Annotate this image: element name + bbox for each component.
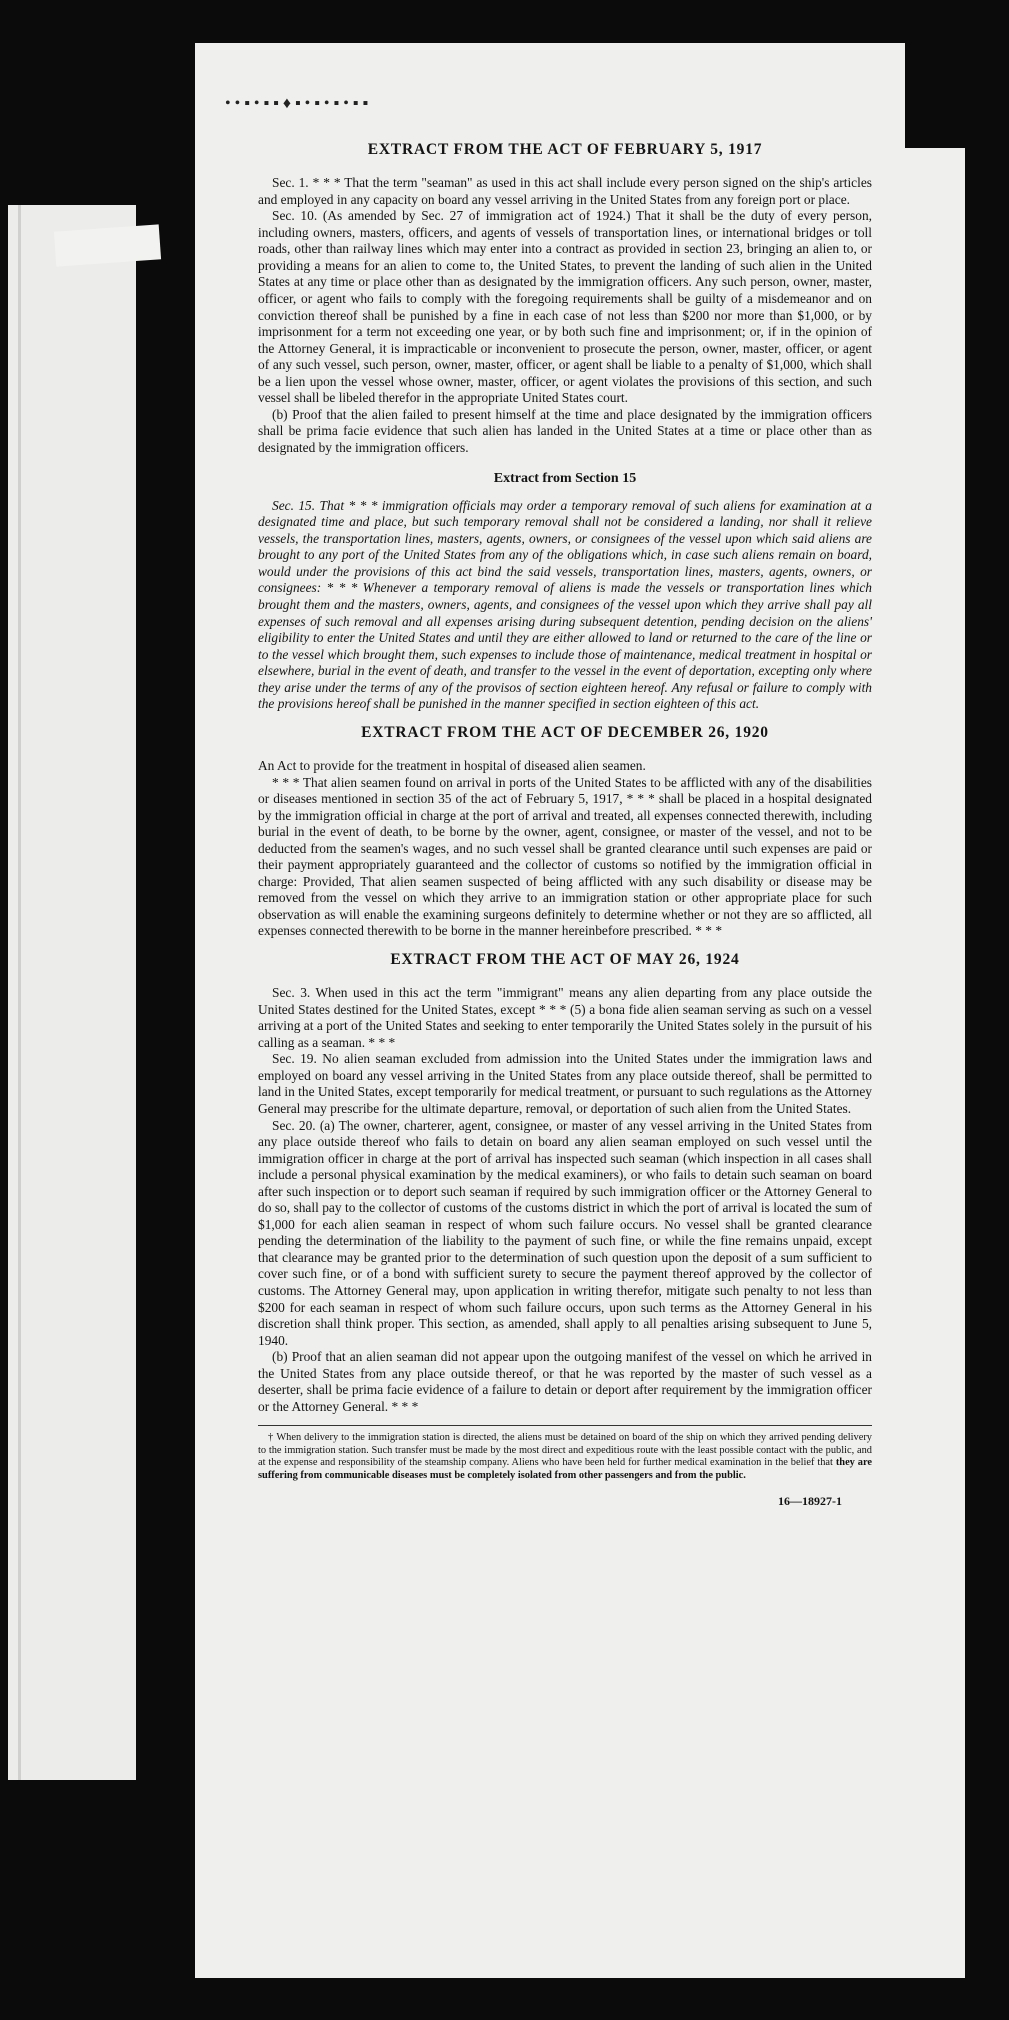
document-text bbox=[258, 130, 872, 1509]
strip-fold bbox=[54, 224, 161, 266]
strip-edge bbox=[18, 205, 21, 1780]
dots-text: • • ▪ • ▪ ▪ ♦ ▪ • ▪ • ▪ • ▪ ▪ bbox=[225, 95, 369, 112]
form-number: 16—18927-1 bbox=[778, 1494, 842, 1509]
heading-act-1917: EXTRACT FROM THE ACT OF FEBRUARY 5, 1917 bbox=[367, 141, 763, 158]
paragraph-sec-15: Sec. 15. That * * * immigration officials may order a temporary removal of such aliens for examination at a designated time and place, but such temporary removal shall not be considered a landing, nor shall it relieve vessels, the transportation lines, masters, agents, owners, or consignees of the vessel upon which said aliens are brought to any port of the United States from any of the obligations which, in case such aliens remain on board, would under the provisions of this act bind the said vessels, transportation lines, masters, agents, owners, or consignees: * * * Whenever a temporary removal of aliens is made the vessels or transportation lines which brought them and the masters, owners, agents, and consignees of the vessel upon which they arrive shall pay all expenses of such removal and all expenses arising during subsequent detention, pending decision on the aliens' eligibility to enter the United States and until they are either allowed to land or returned to the care of the line or to the vessel which brought them, such expenses to include those of maintenance, medical treatment in hospital or elsewhere, burial in the event of death, and transfer to the vessel in the event of deportation, excepting only where they arise under the terms of any of the provisos of section eighteen hereof. Any refusal or failure to comply with the provisions hereof shall be punished in the manner specified in section eighteen of this act. bbox=[258, 497, 872, 712]
paragraph-sec-20a: Sec. 20. (a) The owner, charterer, agent, consignee, or master of any vessel arriving in the United States from any place outside thereof who fails to detain on board any alien seaman employed on such vessel until the immigration officer in charge at the port of arrival has inspected such seaman (which inspection in all cases shall include a personal physical examination by the medical examiners), or who fails to detain such seaman on board after such inspection or to deport such seaman if required by such immigration officer or the Attorney General to do so, shall pay to the collector of customs of the customs district in which the port of arrival is located the sum of $1,000 for each alien seaman in respect of whom such failure occurs. No vessel shall be granted clearance pending the determination of the liability to the payment of such fine, or while the fine remains unpaid, except that clearance may be granted prior to the determination of such question upon the deposit of a sum sufficient to cover such fine, or of a bond with sufficient surety to secure the payment thereof approved by the collector of customs. The Attorney General may, upon application in writing therefor, mitigate such penalty to not less than $200 for each seaman in respect of whom such failure occurs, upon such terms as the Attorney General in his discretion shall think proper. This section, as amended, shall apply to all penalties arising subsequent to June 5, 1940. bbox=[258, 1117, 872, 1348]
paragraph-sec-10: Sec. 10. (As amended by Sec. 27 of immigration act of 1924.) That it shall be the duty of every person, including owners, masters, officers, and agents of vessels of transportation lines, or international bridges or toll roads, other than railway lines which may enter into a contract as provided in section 23, bringing an alien to, or providing a means for an alien to come to, the United States, to prevent the landing of such alien in the United States at any time or place other than as designated by the immigration officers. Any such person, owner, master, officer, or agent who fails to comply with the foregoing requirements shall be guilty of a misdemeanor and on conviction thereof shall be punished by a fine in each case of not less than $200 nor more than $1,000, or by imprisonment for a term not exceeding one year, or by both such fine and imprisonment; or, if in the opinion of the Attorney General, it is impracticable or inconvenient to prosecute the person, owner, master, officer, or agent of any such vessel, such person, owner, master, officer, or agent shall be liable to a penalty of $1,000, which shall be a lien upon the vessel whose owner, master, officer, or agent violates the provisions of this section, and such vessel shall be libeled therefor in the appropriate United States court. bbox=[258, 208, 872, 406]
footnote-divider bbox=[258, 1425, 872, 1426]
heading-act-1924: EXTRACT FROM THE ACT OF MAY 26, 1924 bbox=[390, 950, 740, 968]
paragraph-act-title: An Act to provide for the treatment in hospital of diseased alien seamen. bbox=[258, 757, 646, 773]
footnote-bold-text: they are suffering from communicable diseases must be completely isolated from other passengers and from the public. bbox=[258, 1457, 872, 1481]
paragraph-proof-b: (b) Proof that the alien failed to present himself at the time and place designated by the immigration officers shall be prima facie evidence that such alien has landed in the United States at a time or place other than as designated by the immigration officers. bbox=[258, 406, 872, 455]
paragraph-sec-20b: (b) Proof that an alien seaman did not appear upon the outgoing manifest of the vessel on which he arrived in the United States from any place outside thereof, or that he was reported by the master of such vessel as a deserter, shall be prima facie evidence of a failure to detain or deport after requirement by the immigration officer or the Attorney General. * * * bbox=[258, 1349, 872, 1414]
punched-dots-row bbox=[225, 92, 885, 116]
footnote-text: † When delivery to the immigration station is directed, the aliens must be detained on board of the ship on which they arrived pending delivery to the immigration station. Such transfer must be made by the most direct and expeditious route with the least possible contact with the public, and at the expense and responsibility of the steamship company. Aliens who have been held for further medical examination in the belief that bbox=[258, 1432, 872, 1469]
folded-paper-strip bbox=[8, 205, 136, 1780]
paragraph-alien-seamen: * * * That alien seamen found on arrival in ports of the United States to be afflicted with any of the disabilities or diseases mentioned in section 35 of the act of February 5, 1917, * * * shall be placed in a hospital designated by the immigration official in charge at the port of arrival and treated, all expenses connected therewith, including burial in the event of death, to be borne by the owner, agent, consignee, or master of the vessel, and not to be deducted from the seamen's wages, and no such vessel shall be granted clearance until such expenses are paid or their payment appropriately guaranteed and the collector of customs so notified by the immigration official in charge: Provided, That alien seamen suspected of being afflicted with any such disability or disease may be removed from the vessel on which they arrive to an immigration station or other appropriate place for such observation as will enable the examining surgeons definitely to determine whether or not they are so afflicted, all expenses connected therewith to be borne in the manner hereinbefore prescribed. * * * bbox=[258, 774, 872, 939]
paragraph-sec-3: Sec. 3. When used in this act the term "immigrant" means any alien departing from any place outside the United States destined for the United States, except * * * (5) a bona fide alien seaman serving as such on a vessel arriving at a port of the United States and seeking to enter temporarily the United States solely in the pursuit of his calling as a seaman. * * * bbox=[258, 985, 872, 1050]
paragraph-sec-19: Sec. 19. No alien seaman excluded from admission into the United States under the immigration laws and employed on board any vessel arriving in the United States from any place outside thereof, shall be permitted to land in the United States, except temporarily for medical treatment, or pursuant to such regulations as the Attorney General may prescribe for the ultimate departure, removal, or deportation of such alien from the United States. bbox=[258, 1051, 872, 1116]
page-right-edge bbox=[905, 148, 965, 1978]
heading-act-1920: EXTRACT FROM THE ACT OF DECEMBER 26, 1920 bbox=[361, 723, 769, 741]
paragraph-sec-1: Sec. 1. * * * That the term "seaman" as used in this act shall include every person signed on the ship's articles and employed in any capacity on board any vessel arriving in the United States from any foreign port or place. bbox=[258, 175, 872, 207]
footnote bbox=[258, 1432, 872, 1482]
torn-corner bbox=[905, 43, 980, 153]
subheading-section-15: Extract from Section 15 bbox=[493, 471, 637, 487]
